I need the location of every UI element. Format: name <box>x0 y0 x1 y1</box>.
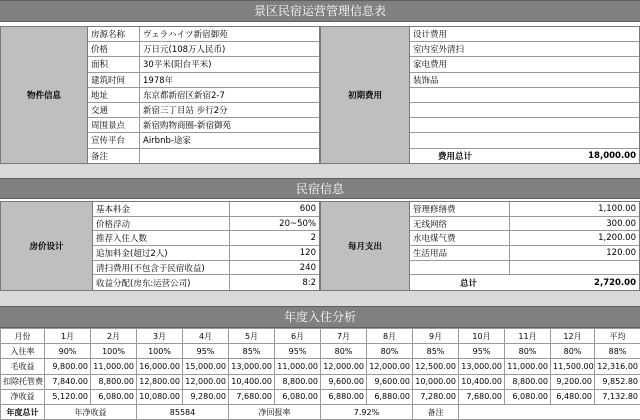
property-row <box>88 88 319 103</box>
pricing-value[interactable]: 240 <box>299 262 316 273</box>
property-key: 价格 <box>88 42 140 56</box>
property-key: 房源名称 <box>88 27 140 41</box>
header-cell: 8月 <box>367 329 413 344</box>
property-key: 建筑时间 <box>88 73 140 87</box>
annual-analysis-table <box>0 328 640 420</box>
table-cell[interactable]: 12,000.00 <box>183 374 229 389</box>
table-cell[interactable]: 9,200.00 <box>551 374 595 389</box>
pricing-section-label: 房价设计 <box>0 201 93 291</box>
property-value[interactable]: 东京都新宿区新宿2-7 <box>143 90 225 101</box>
initial-cost-section-label: 初期费用 <box>320 26 410 164</box>
note-value[interactable] <box>459 404 640 419</box>
net-income-label: 年净收益 <box>45 404 137 419</box>
cost-item-row <box>410 103 639 118</box>
property-key: 面积 <box>88 57 140 71</box>
pricing-row <box>93 246 319 261</box>
monthly-key: 生活用品 <box>410 246 510 260</box>
pricing-row <box>93 202 319 217</box>
monthly-value[interactable] <box>510 261 639 275</box>
monthly-key: 水电煤气费 <box>410 231 510 245</box>
table-cell[interactable]: 10,080.00 <box>137 389 183 404</box>
header-cell: 平均 <box>595 329 640 344</box>
table-cell[interactable]: 95% <box>459 344 505 359</box>
monthly-row <box>410 261 639 276</box>
property-value[interactable]: 万日元(108万人民币) <box>143 45 226 56</box>
pricing-key: 收益分配(房东:运营公司) <box>93 275 230 290</box>
pricing-key: 追加料金(超过2人) <box>93 246 230 260</box>
property-key: 备注 <box>88 149 140 164</box>
cost-item-label[interactable]: 设计费用 <box>413 30 448 41</box>
table-cell[interactable]: 11,000.00 <box>91 359 137 374</box>
net-income-row <box>1 389 640 404</box>
initial-cost-block <box>410 26 640 164</box>
property-value[interactable]: Airbnb-途家 <box>143 136 191 147</box>
table-cell[interactable]: 6,080.00 <box>275 389 321 404</box>
property-banner: 景区民宿运营管理信息表 <box>0 0 640 22</box>
table-cell[interactable]: 100% <box>91 344 137 359</box>
table-cell[interactable]: 6,080.00 <box>505 389 551 404</box>
cost-item-row <box>410 88 639 103</box>
row-label: 扣除托管费 <box>1 374 45 389</box>
monthly-key: 管理修缮费 <box>410 202 510 216</box>
cost-item-label[interactable]: 家电费用 <box>413 60 448 71</box>
monthly-row <box>410 246 639 261</box>
monthly-block <box>410 201 640 291</box>
table-cell[interactable]: 8,800.00 <box>505 374 551 389</box>
annual-banner: 年度入住分析 <box>0 306 640 328</box>
property-row <box>88 57 319 72</box>
monthly-total-label: 总计 <box>459 278 477 289</box>
pricing-row <box>93 261 319 276</box>
property-row <box>88 118 319 133</box>
property-value[interactable]: 新宿三丁目站 步行2分 <box>143 106 228 117</box>
after-fee-row <box>1 374 640 389</box>
header-cell: 月份 <box>1 329 45 344</box>
header-cell: 5月 <box>229 329 275 344</box>
monthly-total-value[interactable]: 2,720.00 <box>594 277 636 288</box>
pricing-key: 基本料金 <box>93 202 230 216</box>
summary-label: 年度总计 <box>1 404 45 419</box>
return-label: 净回报率 <box>229 404 321 419</box>
monthly-total-row <box>410 275 639 290</box>
table-cell[interactable]: 100% <box>137 344 183 359</box>
return-value[interactable]: 7.92% <box>321 404 413 419</box>
table-cell[interactable]: 8,800.00 <box>275 374 321 389</box>
property-row <box>88 133 319 148</box>
table-cell[interactable]: 10,400.00 <box>229 374 275 389</box>
table-cell[interactable]: 80% <box>321 344 367 359</box>
header-cell: 6月 <box>275 329 321 344</box>
table-cell[interactable]: 15,000.00 <box>183 359 229 374</box>
monthly-value[interactable]: 120.00 <box>606 247 636 258</box>
monthly-row <box>410 217 639 232</box>
property-info-block <box>88 26 320 164</box>
table-cell[interactable]: 13,000.00 <box>229 359 275 374</box>
table-cell[interactable]: 7,840.00 <box>45 374 91 389</box>
property-section-label: 物件信息 <box>0 26 88 164</box>
monthly-key: 无线网络 <box>410 217 510 231</box>
header-cell: 9月 <box>413 329 459 344</box>
table-cell[interactable]: 7,132.80 <box>595 389 640 404</box>
table-cell[interactable]: 9,800.00 <box>45 359 91 374</box>
table-cell[interactable]: 13,000.00 <box>459 359 505 374</box>
cost-item-label[interactable] <box>410 133 416 147</box>
table-cell[interactable]: 16,000.00 <box>137 359 183 374</box>
cost-total-row <box>410 149 639 164</box>
note-label: 备注 <box>413 404 459 419</box>
table-cell[interactable]: 12,500.00 <box>413 359 459 374</box>
gross-income-row <box>1 359 640 374</box>
table-cell[interactable]: 88% <box>595 344 640 359</box>
minshuku-banner: 民宿信息 <box>0 178 640 199</box>
pricing-row <box>93 217 319 232</box>
cost-item-row <box>410 118 639 133</box>
annual-summary-row <box>1 404 640 419</box>
table-cell[interactable]: 6,880.00 <box>367 389 413 404</box>
pricing-key: 推荐入住人数 <box>93 231 230 245</box>
monthly-row <box>410 202 639 217</box>
table-cell[interactable]: 7,280.00 <box>413 389 459 404</box>
table-cell[interactable]: 6,080.00 <box>91 389 137 404</box>
property-value[interactable]: 30平米(阳台平米) <box>143 60 212 71</box>
section-separator <box>0 291 640 306</box>
table-cell[interactable]: 7,680.00 <box>459 389 505 404</box>
table-cell[interactable]: 9,600.00 <box>321 374 367 389</box>
cost-item-row <box>410 27 639 42</box>
property-key: 交通 <box>88 103 140 117</box>
header-cell: 2月 <box>91 329 137 344</box>
pricing-value[interactable]: 600 <box>299 203 316 214</box>
cost-total-value[interactable]: 18,000.00 <box>588 151 636 162</box>
cost-item-label[interactable] <box>410 88 416 102</box>
table-cell[interactable]: 12,000.00 <box>321 359 367 374</box>
property-key: 宣传平台 <box>88 133 140 147</box>
table-cell[interactable]: 5,120.00 <box>45 389 91 404</box>
table-cell[interactable]: 80% <box>551 344 595 359</box>
header-cell: 11月 <box>505 329 551 344</box>
monthly-value[interactable]: 1,200.00 <box>598 233 636 244</box>
pricing-value[interactable]: 20~50% <box>279 218 316 229</box>
cost-item-row <box>410 42 639 57</box>
property-row <box>88 73 319 88</box>
header-cell: 10月 <box>459 329 505 344</box>
row-label: 净收益 <box>1 389 45 404</box>
table-cell[interactable]: 95% <box>275 344 321 359</box>
cost-item-label[interactable] <box>410 103 416 117</box>
monthly-value[interactable]: 300.00 <box>606 218 636 229</box>
pricing-row <box>93 231 319 246</box>
cost-item-label[interactable] <box>410 118 416 132</box>
cost-item-label[interactable]: 装饰品 <box>413 75 439 86</box>
monthly-section-label: 每月支出 <box>320 201 410 291</box>
header-cell: 1月 <box>45 329 91 344</box>
section-separator <box>0 164 640 178</box>
table-cell[interactable]: 11,000.00 <box>275 359 321 374</box>
pricing-block <box>93 201 320 291</box>
table-cell[interactable]: 85% <box>229 344 275 359</box>
property-key: 周围景点 <box>88 118 140 132</box>
cost-item-row <box>410 73 639 88</box>
cost-item-row <box>410 133 639 148</box>
row-label: 入住率 <box>1 344 45 359</box>
property-key: 地址 <box>88 88 140 102</box>
pricing-key: 价格浮动 <box>93 217 230 231</box>
table-cell[interactable]: 11,000.00 <box>505 359 551 374</box>
table-cell[interactable]: 80% <box>367 344 413 359</box>
monthly-row <box>410 231 639 246</box>
table-cell[interactable]: 6,480.00 <box>551 389 595 404</box>
table-cell[interactable]: 7,680.00 <box>229 389 275 404</box>
table-cell[interactable]: 9,600.00 <box>367 374 413 389</box>
monthly-key <box>410 261 510 275</box>
pricing-row <box>93 275 319 290</box>
header-cell: 7月 <box>321 329 367 344</box>
property-value[interactable] <box>140 149 146 164</box>
row-label: 毛收益 <box>1 359 45 374</box>
occupancy-row <box>1 344 640 359</box>
cost-total-label: 费用总计 <box>437 152 472 163</box>
table-cell[interactable]: 9,280.00 <box>183 389 229 404</box>
header-cell: 3月 <box>137 329 183 344</box>
table-cell[interactable]: 10,000.00 <box>413 374 459 389</box>
pricing-key: 清扫费用(不包含于民宿收益) <box>93 261 230 275</box>
table-cell[interactable]: 6,880.00 <box>321 389 367 404</box>
property-row <box>88 149 319 164</box>
property-value[interactable]: 1978年 <box>143 75 174 86</box>
header-cell: 4月 <box>183 329 229 344</box>
pricing-value[interactable]: 2 <box>310 233 316 244</box>
pricing-value[interactable]: 120 <box>299 247 316 258</box>
monthly-value[interactable]: 1,100.00 <box>598 203 636 214</box>
table-cell[interactable]: 90% <box>45 344 91 359</box>
table-cell[interactable]: 10,400.00 <box>459 374 505 389</box>
table-cell[interactable]: 85% <box>413 344 459 359</box>
table-cell[interactable]: 12,000.00 <box>367 359 413 374</box>
net-income-value[interactable]: 85584 <box>137 404 229 419</box>
cost-item-row <box>410 57 639 72</box>
table-cell[interactable]: 8,800.00 <box>91 374 137 389</box>
property-value[interactable]: 新宿购物商圈-新宿御苑 <box>143 121 232 132</box>
table-cell[interactable]: 9,852.80 <box>595 374 640 389</box>
property-row <box>88 103 319 118</box>
table-cell[interactable]: 80% <box>505 344 551 359</box>
cost-item-label[interactable]: 室内室外清扫 <box>413 45 465 56</box>
property-row <box>88 42 319 57</box>
table-cell[interactable]: 95% <box>183 344 229 359</box>
table-cell[interactable]: 11,500.00 <box>551 359 595 374</box>
table-cell[interactable]: 12,800.00 <box>137 374 183 389</box>
table-cell[interactable]: 12,316.00 <box>595 359 640 374</box>
annual-header-row <box>1 329 640 344</box>
header-cell: 12月 <box>551 329 595 344</box>
property-value[interactable]: ヴェラハイツ新宿御苑 <box>143 30 228 41</box>
pricing-value[interactable]: 8:2 <box>302 277 316 288</box>
property-row <box>88 27 319 42</box>
